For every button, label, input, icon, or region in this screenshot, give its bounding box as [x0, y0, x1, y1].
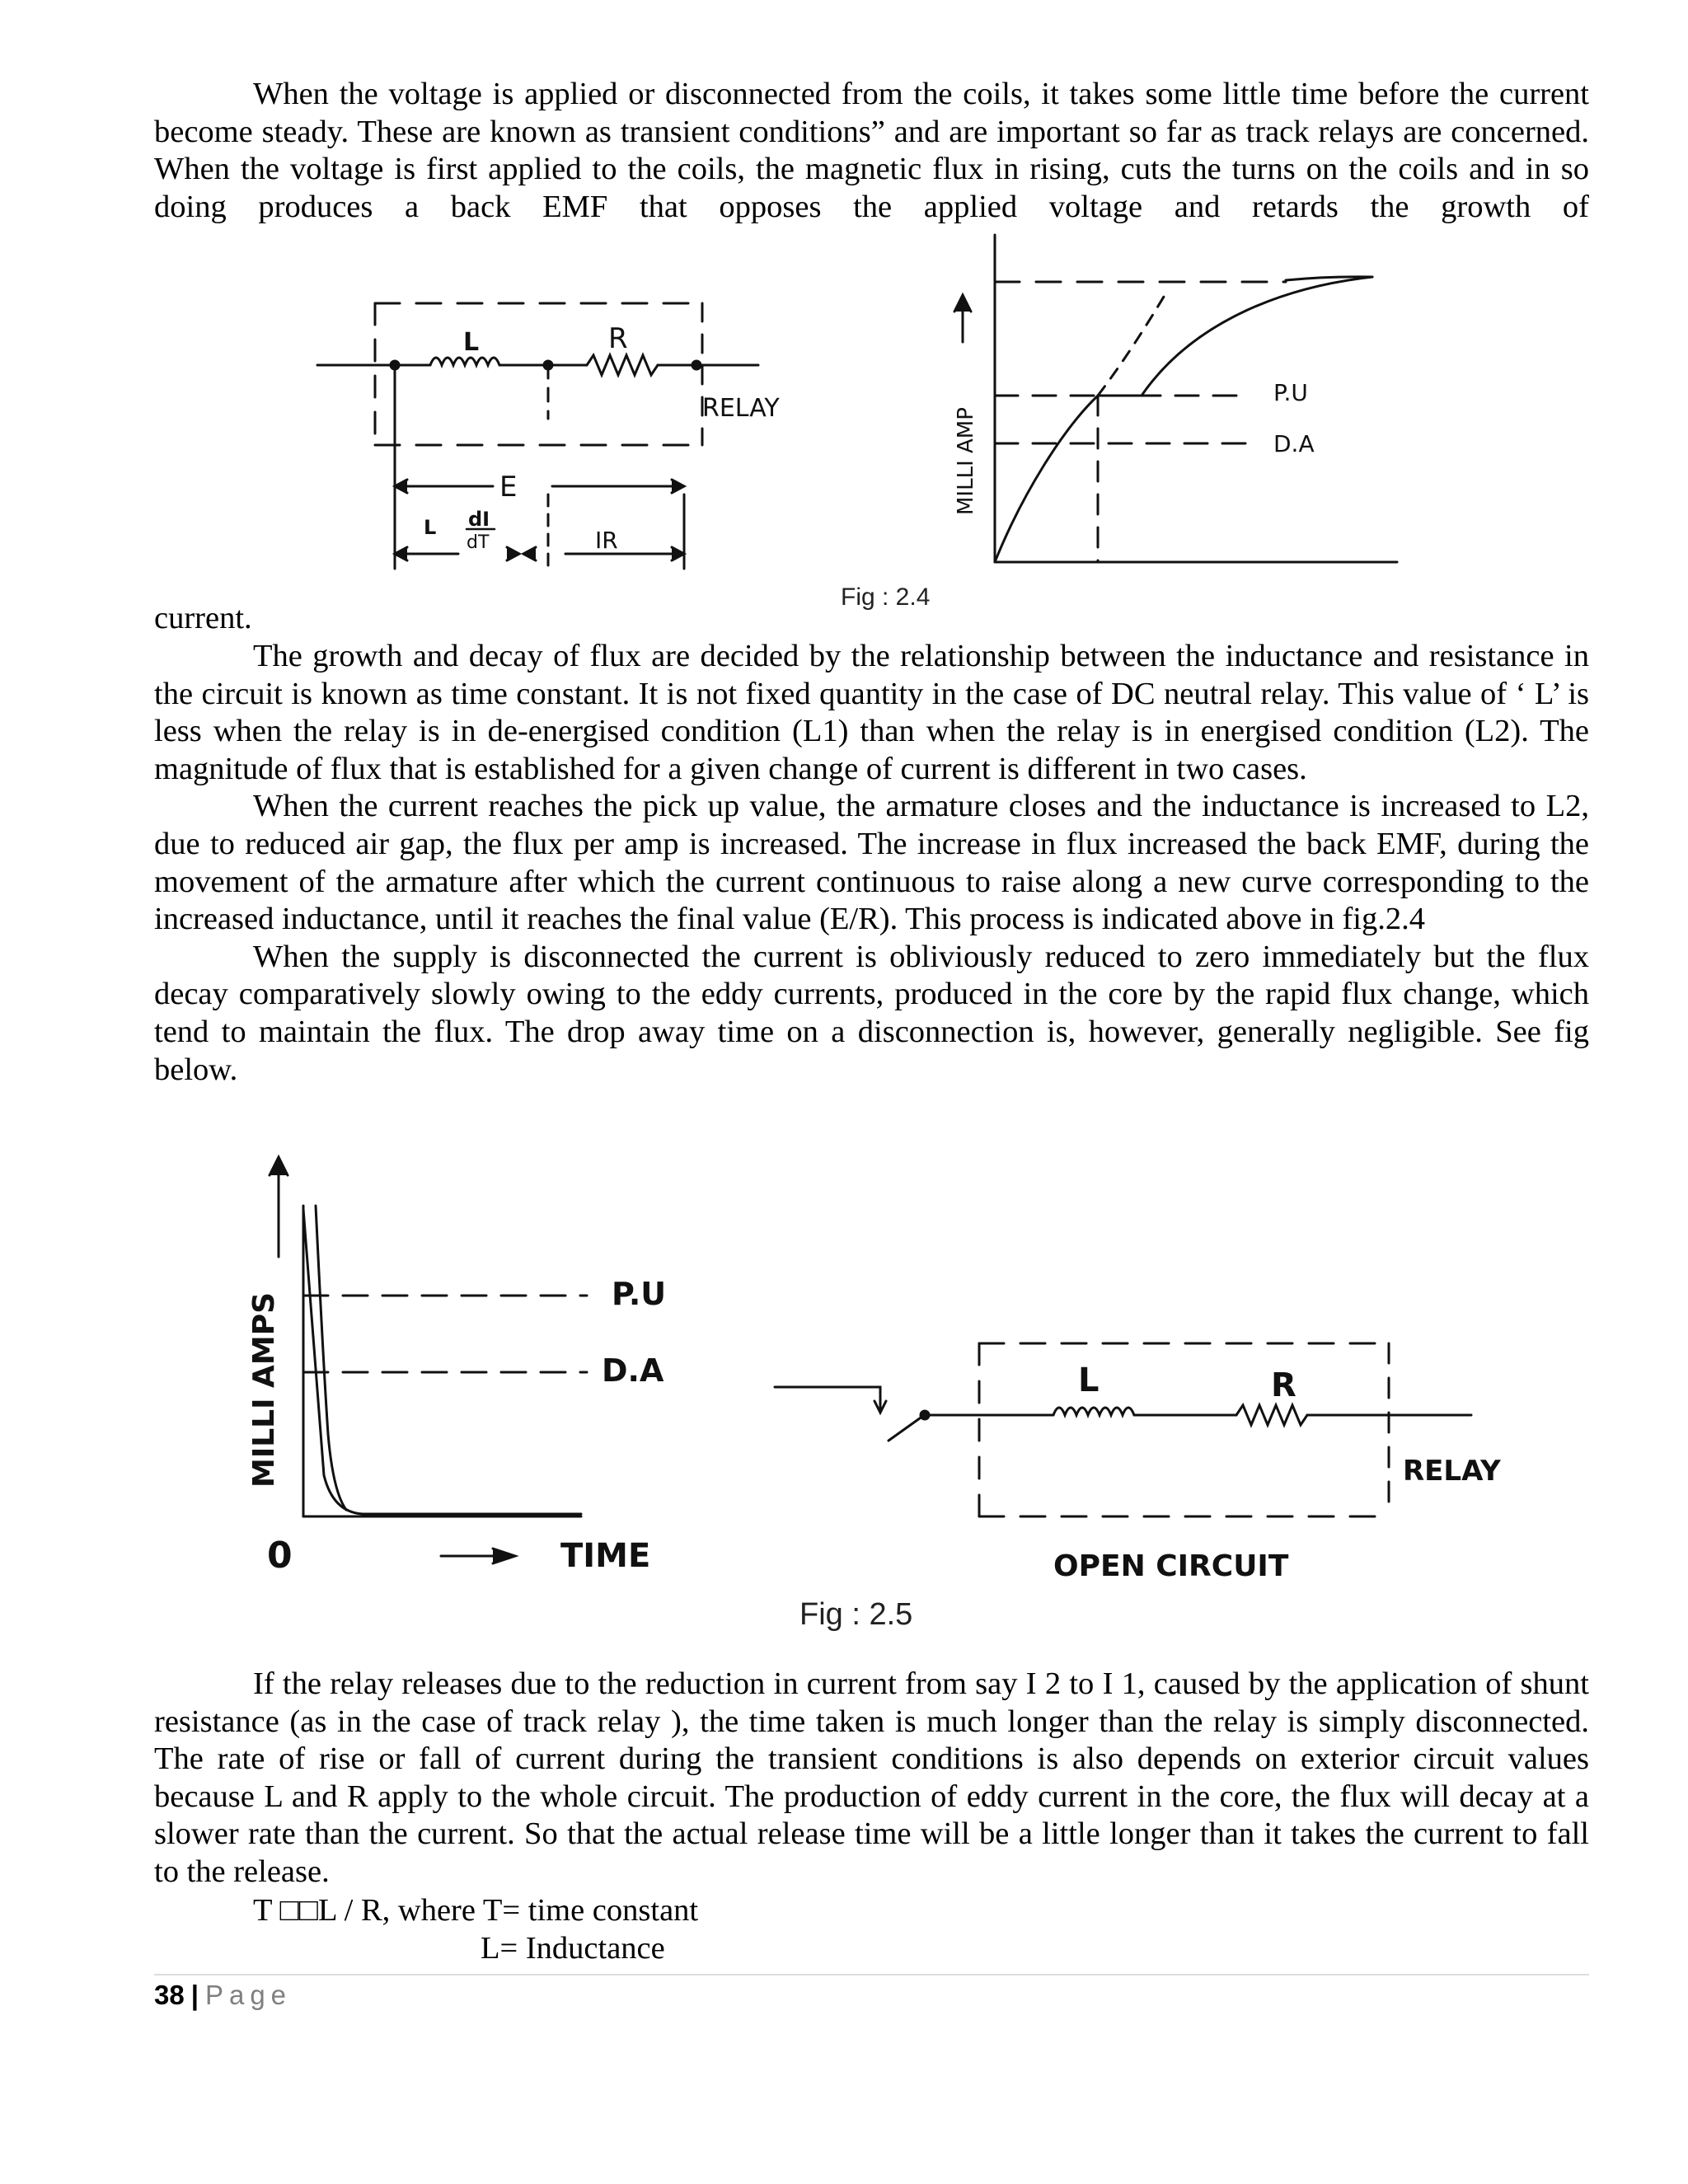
fig24-inductor-label: L — [463, 328, 480, 357]
fig25-origin-label: 0 — [267, 1535, 293, 1577]
fig24-resistor-zigzag — [587, 355, 658, 375]
fig25-inductor-coil — [1053, 1408, 1134, 1415]
paragraph-transient-intro-end: current. — [154, 601, 252, 635]
fig25-da-label: D.A — [602, 1352, 664, 1389]
fig25-open-switch — [889, 1416, 923, 1441]
fig25-relay-label: RELAY — [1403, 1455, 1501, 1488]
fig25-x-axis-label: TIME — [560, 1537, 651, 1575]
fig24-pu-label: P.U — [1273, 379, 1308, 406]
formula-inductance-definition: L= Inductance — [481, 1931, 665, 1966]
fig24-ldi-denominator: dT — [467, 532, 490, 553]
fig24-resistor-label: R — [608, 322, 628, 355]
fig25-graph — [270, 1157, 587, 1563]
fig25-resistor-label: R — [1271, 1366, 1296, 1404]
page-word: Page — [204, 1980, 293, 2010]
paragraph-growth-decay: The growth and decay of flux are decided by the relationship between the inductance and resistance in the circuit is known as time constant. It is not fixed quantity in the case of DC neutral relay. This value of ‘ L’ is less when the relay is in de-energised condition (L1) than when the relay is in energised condition (L2). The magnitude of flux that is established for a given change of current is different in two cases. — [154, 639, 1589, 786]
fig24-ir-label: IR — [595, 527, 618, 554]
paragraph-group-time-constant — [154, 638, 1589, 1089]
fig25-open-circuit-label: OPEN CIRCUIT — [1053, 1549, 1289, 1583]
footer-separator: | — [190, 1980, 199, 2010]
page-number: 38 — [154, 1980, 185, 2010]
fig25-pu-label: P.U — [612, 1276, 667, 1312]
paragraph-pickup: When the current reaches the pick up value, the armature closes and the inductance is increased to L2, due to reduced air gap, the flux per amp is increased. The increase in flux increased the back EMF, during the movement of the armature after which the current continuous to raise along a new curve corresponding to the increased inductance, until it reaches the final value (E/R). This process is indicated above in fig.2.4 — [154, 789, 1589, 937]
fig24-voltage-label: E — [499, 471, 518, 504]
figure-2-5-caption: Fig : 2.5 — [799, 1597, 913, 1632]
footer-divider — [154, 1974, 1589, 1975]
fig24-da-label: D.A — [1273, 430, 1315, 457]
formula-time-constant: T □□L / R, where T= time constant — [253, 1893, 699, 1928]
fig24-circuit — [317, 303, 758, 569]
paragraph-disconnect: When the supply is disconnected the current is obliviously reduced to zero immediately but the flux decay comparatively slowly owing to the eddy currents, produced in the core by the rapid flux change, which tend to maintain the flux. The drop away time on a disconnection is, however, generally negligible. See fig below. — [154, 939, 1589, 1087]
fig24-inductor-coil — [430, 358, 499, 365]
page-footer — [154, 1980, 292, 2011]
fig25-decay-flux-curve — [316, 1206, 346, 1510]
fig24-relay-label: RELAY — [702, 394, 780, 423]
fig24-graph — [954, 235, 1397, 562]
fig25-circuit — [775, 1343, 1471, 1516]
fig25-supply-wire — [775, 1387, 880, 1409]
fig25-y-axis-label: MILLI AMPS — [247, 1291, 281, 1488]
figure-2-4-caption: Fig : 2.4 — [841, 583, 931, 611]
paragraph-transient-intro: When the voltage is applied or disconnected from the coils, it takes some little time before the current become steady. These are known as transient conditions” and are important so far as track relays are concerned. When the voltage is first applied to the coils, the magnetic flux in rising, cuts the turns on the coils and in so doing produces a back EMF that opposes the applied voltage and retards the growth of — [154, 77, 1589, 224]
paragraph-release: If the relay releases due to the reduction in current from say I 2 to I 1, caused by the application of shunt resistance (as in the case of track relay ), the time taken is much longer than the relay is simply disconnected. The rate of rise or fall of current during the transient conditions is also depends on exterior circuit values because L and R apply to the whole circuit. The production of eddy current in the core, the flux will decay at a slower rate than the current. So that the actual release time will be a little longer than it takes the current to fall to the release. — [154, 1666, 1589, 1889]
fig24-ldi-prefix: L — [424, 516, 437, 539]
fig25-inductor-label: L — [1078, 1361, 1100, 1399]
fig24-rise-curve-final — [1142, 277, 1372, 396]
fig25-decay-current-curve — [303, 1209, 581, 1514]
fig24-rise-curve-initial — [995, 396, 1098, 562]
fig24-ldi-numerator: dI — [468, 508, 490, 531]
fig24-y-axis-label: MILLI AMP — [954, 407, 978, 515]
